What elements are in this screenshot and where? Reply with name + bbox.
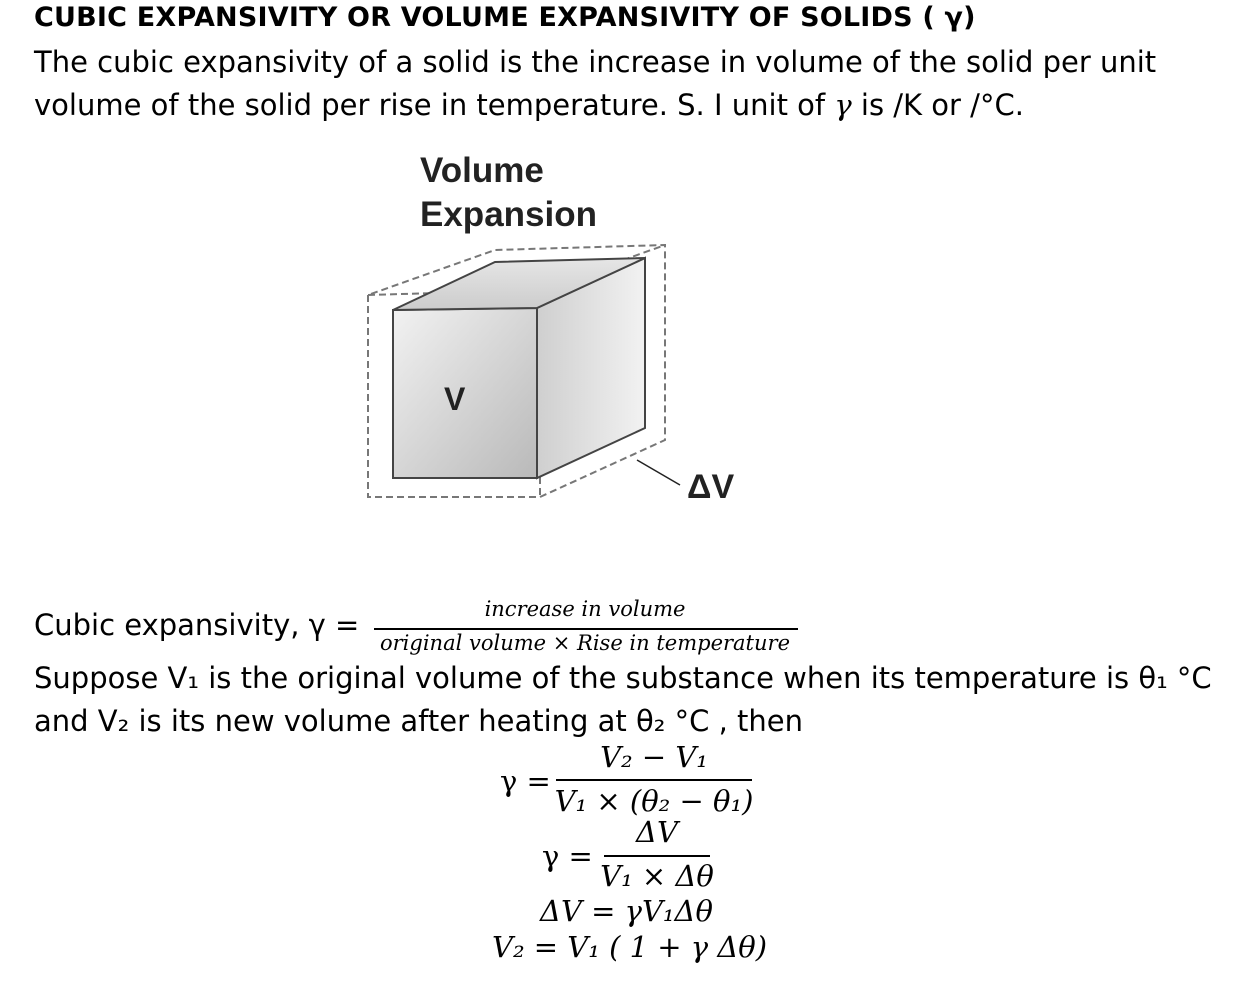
definition-denominator: original volume × Rise in temperature bbox=[380, 631, 790, 655]
intro-line-2-start: volume of the solid per rise in temperature. S. I unit of bbox=[34, 88, 835, 122]
figure-title-line-1: Volume bbox=[420, 151, 544, 190]
intro-line-1: The cubic expansivity of a solid is the increase in volume of the solid per unit bbox=[34, 45, 1157, 79]
delta-v-label: ΔV bbox=[687, 468, 735, 506]
equation-1-lhs: γ = bbox=[500, 764, 551, 798]
equation-4: V₂ = V₁ ( 1 + γ Δθ) bbox=[492, 930, 768, 964]
definition-fraction-bar bbox=[374, 628, 798, 630]
definition-label: Cubic expansivity, γ = bbox=[34, 608, 360, 642]
volume-expansion-figure bbox=[350, 140, 770, 520]
equation-1-denominator: V₁ × (θ₂ − θ₁) bbox=[554, 784, 754, 818]
original-cube bbox=[393, 258, 645, 478]
intro-line-2-end: is /K or /°C. bbox=[851, 88, 1024, 122]
equation-1-numerator: V₂ − V₁ bbox=[600, 740, 708, 774]
suppose-line-2: and V₂ is its new volume after heating at θ₂ °C , then bbox=[34, 704, 803, 738]
equation-3: ΔV = γV₁Δθ bbox=[540, 894, 713, 928]
delta-v-pointer bbox=[637, 460, 680, 485]
definition-numerator: increase in volume bbox=[484, 597, 686, 621]
equation-2-fraction-bar bbox=[604, 855, 710, 857]
equation-2-numerator: ΔV bbox=[636, 815, 678, 849]
section-heading: CUBIC EXPANSIVITY OR VOLUME EXPANSIVITY OF SOLIDS ( γ) bbox=[34, 2, 976, 33]
gamma-symbol: γ bbox=[834, 88, 852, 122]
equation-2-lhs: γ = bbox=[542, 839, 593, 873]
figure-title-line-2: Expansion bbox=[420, 195, 597, 234]
intro-line-2 bbox=[34, 84, 1024, 127]
equation-2-denominator: V₁ × Δθ bbox=[600, 859, 714, 893]
cube-volume-label: V bbox=[444, 381, 466, 417]
suppose-line-1: Suppose V₁ is the original volume of the substance when its temperature is θ₁ °C bbox=[34, 661, 1212, 695]
equation-1-fraction-bar bbox=[556, 779, 752, 781]
